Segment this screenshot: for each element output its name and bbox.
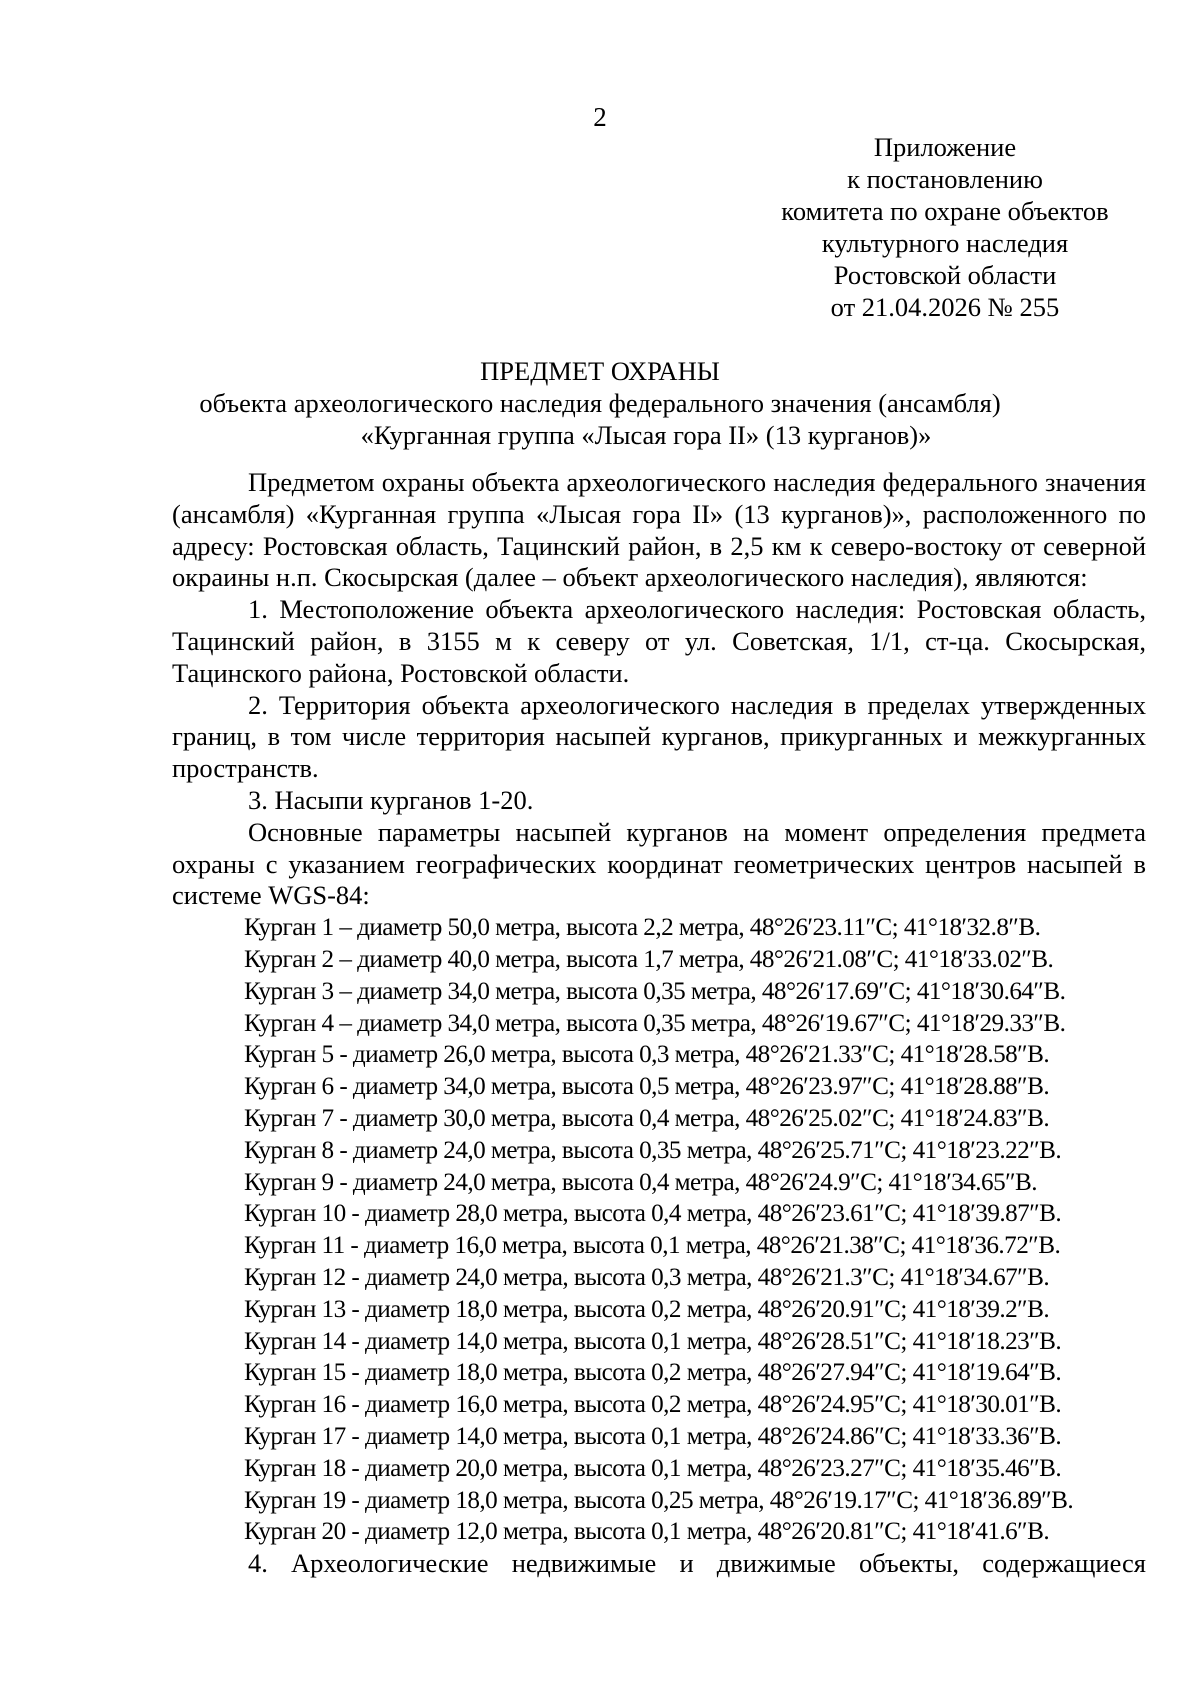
mound-item: Курган 15 - диаметр 18,0 метра, высота 0,2 метра, 48°26′27.94″С; 41°18′19.64″В. <box>244 1359 1062 1387</box>
mound-item: Курган 9 - диаметр 24,0 метра, высота 0,4 метра, 48°26′24.9″С; 41°18′34.65″В. <box>244 1168 1038 1196</box>
appendix-block <box>760 131 1130 323</box>
appendix-line: к постановлению <box>847 164 1043 194</box>
mound-item: Курган 1 – диаметр 50,0 метра, высота 2,2 метра, 48°26′23.11″С; 41°18′32.8″В. <box>244 914 1041 942</box>
mound-item: Курган 4 – диаметр 34,0 метра, высота 0,35 метра, 48°26′19.67″С; 41°18′29.33″В. <box>244 1009 1066 1037</box>
item-territory: 2. Территория объекта археологического наследия в пределах утвержденных границ, в том числе территория насыпей курганов, прикурганных и межкурганных пространств. <box>172 689 1146 784</box>
document-title-block <box>0 355 1200 451</box>
mound-item: Курган 13 - диаметр 18,0 метра, высота 0,2 метра, 48°26′20.91″С; 41°18′39.2″В. <box>244 1295 1050 1323</box>
item-location: 1. Местоположение объекта археологического наследия: Ростовская область, Тацинский район, в 3155 м к северу от ул. Советская, 1/1, ст-ца. Скосырская, Тацинского района, Ростовской области. <box>172 594 1146 688</box>
mound-item: Курган 18 - диаметр 20,0 метра, высота 0,1 метра, 48°26′23.27″С; 41°18′35.46″В. <box>244 1454 1062 1482</box>
item-archaeological-objects: 4. Археологические недвижимые и движимые объекты, содержащиеся <box>248 1548 1146 1579</box>
mound-item: Курган 17 - диаметр 14,0 метра, высота 0,1 метра, 48°26′24.86″С; 41°18′33.36″В. <box>244 1422 1062 1450</box>
intro-paragraph: Предметом охраны объекта археологического наследия федерального значения (ансамбля) «Курганная группа «Лысая гора II» (13 курганов)», расположенного по адресу: Ростовская область, Тацинский район, в 2,5 км к северо-востоку от северной окраины н.п. Скосырская (далее – объект археологического наследия), являются: <box>172 467 1146 593</box>
mound-item: Курган 8 - диаметр 24,0 метра, высота 0,35 метра, 48°26′25.71″С; 41°18′23.22″В. <box>244 1136 1062 1164</box>
mound-item: Курган 20 - диаметр 12,0 метра, высота 0,1 метра, 48°26′20.81″С; 41°18′41.6″В. <box>244 1518 1050 1546</box>
document-body <box>172 467 1146 1580</box>
appendix-line: комитета по охране объектов <box>781 196 1109 226</box>
mound-item: Курган 11 - диаметр 16,0 метра, высота 0,1 метра, 48°26′21.38″С; 41°18′36.72″В. <box>244 1232 1061 1260</box>
appendix-line: Ростовской области <box>833 260 1057 290</box>
mound-item: Курган 16 - диаметр 16,0 метра, высота 0,2 метра, 48°26′24.95″С; 41°18′30.01″В. <box>244 1391 1062 1419</box>
mound-list <box>172 912 1146 1548</box>
mound-item: Курган 12 - диаметр 24,0 метра, высота 0,3 метра, 48°26′21.3″С; 41°18′34.67″В. <box>244 1263 1050 1291</box>
mound-item: Курган 5 - диаметр 26,0 метра, высота 0,3 метра, 48°26′21.33″С; 41°18′28.58″В. <box>244 1041 1050 1069</box>
item-mounds: 3. Насыпи курганов 1-20. <box>248 784 534 815</box>
appendix-line: Приложение <box>873 132 1017 162</box>
mound-item: Курган 3 – диаметр 34,0 метра, высота 0,35 метра, 48°26′17.69″С; 41°18′30.64″В. <box>244 977 1066 1005</box>
parameters-intro: Основные параметры насыпей курганов на момент определения предмета охраны с указанием географических координат геометрических центров насыпей в системе WGS-84: <box>172 816 1146 911</box>
page-number: 2 <box>593 102 607 132</box>
mound-item: Курган 14 - диаметр 14,0 метра, высота 0,1 метра, 48°26′28.51″С; 41°18′18.23″В. <box>244 1327 1062 1355</box>
document-object-name: «Курганная группа «Лысая гора II» (13 курганов)» <box>360 420 932 450</box>
document-subtitle: объекта археологического наследия федерального значения (ансамбля) <box>199 388 1001 418</box>
mound-item: Курган 19 - диаметр 18,0 метра, высота 0,25 метра, 48°26′19.17″С; 41°18′36.89″В. <box>244 1486 1074 1514</box>
mound-item: Курган 7 - диаметр 30,0 метра, высота 0,4 метра, 48°26′25.02″С; 41°18′24.83″В. <box>244 1104 1050 1132</box>
appendix-line: культурного наследия <box>821 228 1069 258</box>
mound-item: Курган 2 – диаметр 40,0 метра, высота 1,7 метра, 48°26′21.08″С; 41°18′33.02″В. <box>244 945 1054 973</box>
mound-item: Курган 10 - диаметр 28,0 метра, высота 0,4 метра, 48°26′23.61″С; 41°18′39.87″В. <box>244 1200 1062 1228</box>
document-heading: ПРЕДМЕТ ОХРАНЫ <box>480 356 720 386</box>
appendix-date-number: от 21.04.2026 № 255 <box>830 292 1060 322</box>
mound-item: Курган 6 - диаметр 34,0 метра, высота 0,5 метра, 48°26′23.97″С; 41°18′28.88″В. <box>244 1073 1050 1101</box>
